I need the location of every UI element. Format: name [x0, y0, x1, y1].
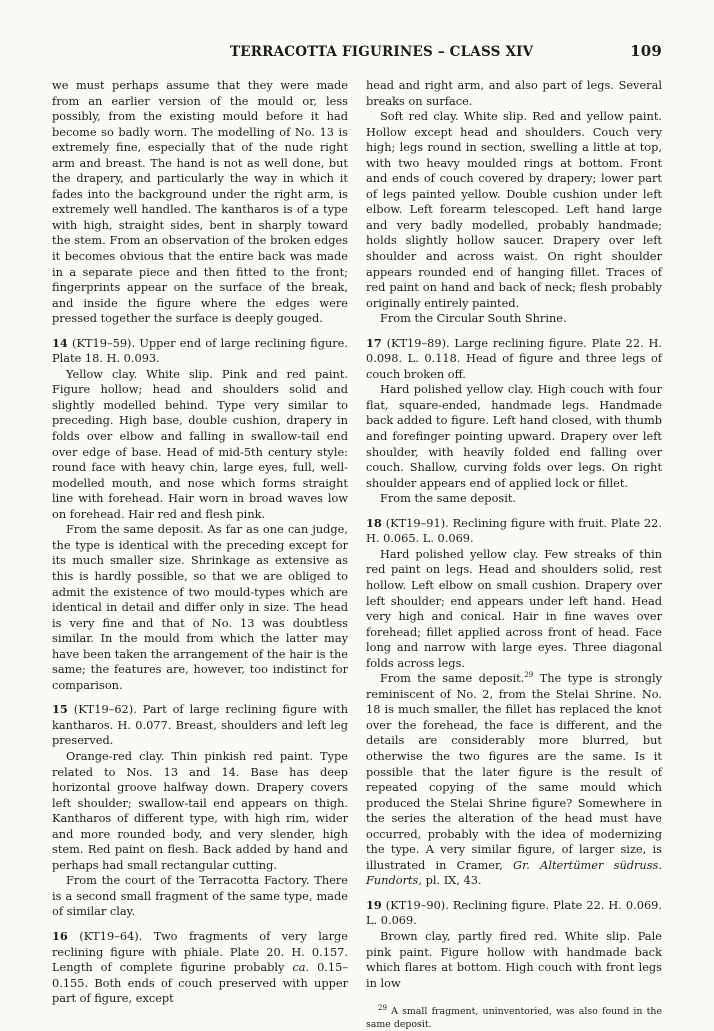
entry-15-description: Orange-red clay. Thin pinkish red paint. Type related to Nos. 13 and 14. Base has deep horizontal groove halfway down. Drapery covers left shoulder; swallow-tail end appears on thigh. Kantharos of different type, with high rim, wider and more rounded body, and very slender, high stem. Red paint on flesh. Back added by hand and perhaps had small rectangular cutting.	[52, 748, 348, 872]
entry-18-description: Hard polished yellow clay. Few streaks of thin red paint on legs. Head and shoulders solid, rest hollow. Left elbow on small cushion. Drapery over left shoulder; end appears under left hand. Head very high and conical. Hair in fine waves over forehead; fillet applied across front of head. Face long and narrow with large eyes. Three diagonal folds across legs.	[366, 546, 662, 670]
entry-number: 16	[52, 928, 68, 943]
running-header	[52, 44, 662, 66]
right-column	[366, 78, 662, 1031]
continued-paragraph: we must perhaps assume that they were made from an earlier version of the mould or, less possibly, from the existing mould before it had become so badly worn. The modelling of No. 13 is extremely fine, especially that of the nude right arm and breast. The hand is not as well done, but the drapery, and particularly the way in which it fades into the background under the right arm, is extremely well handled. The kantharos is of a type with high, straight sides, bent in sharply toward the stem. From an observation of the broken edges it becomes obvious that the entire back was made in a separate piece and then fitted to the front; fingerprints appear on the surface of the break, and inside the figure where the edges were pressed together the surface is deeply gouged.	[52, 78, 348, 326]
entry-14-description: Yellow clay. White slip. Pink and red paint. Figure hollow; head and shoulders solid and slightly modelled behind. Type very similar to preceding. High base, double cushion, drapery in folds over elbow and falling in swallow-tail end over edge of base. Head of mid-5th century style: round face with heavy chin, large eyes, full, well-modelled mouth, and nose which forms straight line with forehead. Hair worn in broad waves low on forehead. Hair red and flesh pink.	[52, 366, 348, 521]
entry-14-commentary: From the same deposit. As far as one can judge, the type is identical with the preceding except for its much smaller size. Shrinkage as extensive as this is hardly possible, so that we are obliged to admit the existence of two mould-types which are identical in detail and differ only in size. The head is very fine and that of No. 13 was doubtless similar. In the mould from which the latter may have been taken the arrangement of the hair is the same; the features are, however, too indistinct for comparison.	[52, 522, 348, 692]
entry-19-description: Brown clay, partly fired red. White slip. Pale pink paint. Figure hollow with handmade back which flares at bottom. High couch with front legs in low	[366, 928, 662, 990]
catalogue-entry-17-heading: 17 (KT19–89). Large reclining figure. Plate 22. H. 0.098. L. 0.118. Head of figure and three legs of couch broken off.	[366, 335, 662, 381]
continued-paragraph: head and right arm, and also part of legs. Several breaks on surface.	[366, 78, 662, 108]
entry-number: 19	[366, 897, 382, 912]
entry-17-description: Hard polished yellow clay. High couch with four flat, square-ended, handmade legs. Handmade back added to figure. Left hand closed, with thumb and forefinger pointing upward. Drapery over left shoulder, with heavily folded end falling over couch. Shallow, curving folds over legs. On right shoulder appears end of applied lock or fillet.	[366, 382, 662, 490]
footnote: $^{29}$ A small fragment, uninventoried, was also found in the same deposit.	[366, 1004, 662, 1031]
citation-title: Gr. Altertümer südruss. Fundorts	[366, 857, 662, 888]
footnote-number: 29	[378, 1004, 387, 1013]
page-number: 109	[630, 42, 662, 60]
entry-number: 18	[366, 515, 382, 530]
entry-18-commentary: From the same deposit.$^{29}$ The type is strongly reminiscent of No. 2, from the Stelai Shrine. No. 18 is much smaller, the fillet has replaced the knot over the forehead, the face is different, and the details are considerably more blurred, but otherwise the two figures are the same. Is it possible that the later figure is the result of repeated copying of the same mould which produced the Stelai Shrine figure? Somewhere in the series the alteration of the head must have occurred, probably with the idea of modernizing the type. A very similar figure, of larger size, is illustrated in Cramer, Gr. Altertümer südruss. Fundorts, pl. IX, 43.	[366, 671, 662, 888]
entry-number: 14	[52, 335, 68, 350]
entry-number: 15	[52, 702, 68, 717]
catalogue-entry-18-heading: 18 (KT19–91). Reclining figure with fruit. Plate 22. H. 0.065. L. 0.069.	[366, 515, 662, 546]
catalogue-entry-19-heading: 19 (KT19–90). Reclining figure. Plate 22. H. 0.069. L. 0.069.	[366, 897, 662, 928]
entry-number: 17	[366, 335, 382, 350]
entry-17-findspot: From the same deposit.	[380, 491, 517, 506]
left-column	[52, 78, 348, 1007]
entry-16-description: Soft red clay. White slip. Red and yellow paint. Hollow except head and shoulders. Couch very high; legs round in section, swelling a little at top, with two heavy moulded rings at bottom. Front and ends of couch covered by drapery; lower part of legs painted yellow. Double cushion under left elbow. Left forearm telescoped. Left hand large and very badly modelled, probably handmade; holds slightly hollow saucer. Drapery over left shoulder and across waist. On right shoulder appears rounded end of hanging fillet. Traces of red paint on hand and back of neck; flesh probably originally entirely painted.	[366, 109, 662, 310]
catalogue-entry-16-heading: 16 (KT19–64). Two fragments of very large reclining figure with phiale. Plate 20. H. 0.157. Length of complete figurine probably ca. 0.15–0.155. Both ends of couch preserved with upper part of figure, except	[52, 928, 348, 1006]
entry-16-findspot: From the Circular South Shrine.	[380, 311, 567, 326]
footnote-reference: 29	[524, 671, 534, 680]
catalogue-entry-15-heading: 15 (KT19–62). Part of large reclining figure with kantharos. H. 0.077. Breast, shoulders and left leg preserved.	[52, 702, 348, 748]
catalogue-entry-14-heading: 14 (KT19–59). Upper end of large reclining figure. Plate 18. H. 0.093.	[52, 335, 348, 366]
running-title: TERRACOTTA FIGURINES – CLASS XIV	[230, 44, 534, 60]
entry-15-commentary: From the court of the Terracotta Factory. There is a second small fragment of the same type, made of similar clay.	[52, 873, 348, 919]
